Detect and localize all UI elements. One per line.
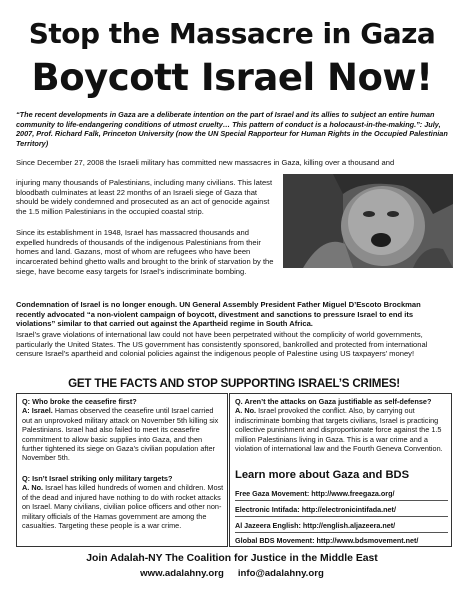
qa-box-left [16,393,228,547]
link-al-jazeera[interactable]: Al Jazeera English: http://english.aljazeera.net/ [235,521,448,533]
footer-email[interactable]: info@adalahny.org [237,568,324,579]
answer-label: A. No. [22,483,44,493]
footer-contact [0,568,464,579]
learn-more-title: Learn more about Gaza and BDS [235,469,410,481]
crying-child-photo [283,174,453,268]
question: Q. Aren’t the attacks on Gaza justifiable as self-defense? [235,397,432,406]
question: Q: Who broke the ceasefire first? [22,397,137,406]
question: Q: Isn’t Israel striking only military targets? [22,474,173,483]
qa-self-defense [235,397,448,453]
paragraph-2: Since its establishment in 1948, Israel has massacred thousands and expelled hundreds of thousands of the indigenous Palestinians from their homes and land. Gazans, most of whom are refugees who have been incarcerated behind ghetto walls and brought to the brink of starvation by the siege, have become easy targets for Israel’s indiscriminate bombing. [16,228,274,276]
link-free-gaza[interactable]: Free Gaza Movement: http://www.freegaza.org/ [235,489,448,501]
answer-text: Israel provoked the conflict. Also, by carrying out indiscriminate bombing that targets civilians, Israel is practicing collective punishment and disproportionate force against the 1.5 million Palestinians living in Gaza. This is a war crime and a violation of international law and the Fourth Geneva Convention. [235,406,443,454]
answer-text: Hamas observed the ceasefire until Israel carried out an unprovoked military attack on November 5th killing six Palestinians. Israel had also failed to meet its ceasefire commitment to allow basic supplies into Gaza, and then further tightened its siege on Gaza’s civilian population after November 5th. [22,406,219,463]
answer-text: Israel has killed hundreds of women and children. Most of the dead and injured have nothing to do with rocket attacks on Israel. Many civilians, civilian police officers and other non-military officials of the Hamas government are among the casualties. Targeting these people is a war crime. [22,483,224,531]
paragraph-3-condemnation: Condemnation of Israel is no longer enough. UN General Assembly President Father Miguel D’Escoto Brockman recently advocated “a non-violent campaign of boycott, divestment and sanctions to pressure Israel to end its violations” similar to that carried out against the Apartheid regime in South Africa. [16,300,421,329]
footer-join-line: Join Adalah-NY The Coalition for Justice in the Middle East [86,553,378,564]
falk-quote: “The recent developments in Gaza are a deliberate intention on the part of Israel and its allies to subject an entire human community to life-endangering conditions of utmost cruelty… This pattern of conduct is a holocaust-in-the-making.”: July, 2007, Prof. Richard Falk, Princeton University (now the UN Special Rapporteur for Human Rights in the Occupied Palestinian Territory) [16,110,448,148]
paragraph-1-top: Since December 27, 2008 the Israeli military has committed new massacres in Gaza, killing over a thousand and [16,158,395,167]
paragraph-1-rest: injuring many thousands of Palestinians, including many civilians. This latest bloodbath culminates at least 22 months of an Israeli siege of Gaza that should be widely condemned and prosecuted as an act of genocide against the 1.5 million Palestinians in the occupied coastal strip. [16,178,273,217]
answer-label: A. No. [235,406,257,416]
link-electronic-intifada[interactable]: Electronic Intifada: http://electronicintifada.net/ [235,505,448,517]
facts-heading: GET THE FACTS AND STOP SUPPORTING ISRAEL’S CRIMES! [68,377,400,390]
link-bds-movement[interactable]: Global BDS Movement: http://www.bdsmovement.net/ [235,536,419,545]
footer-website[interactable]: www.adalahny.org [140,568,224,579]
photo-graphic [283,174,453,268]
headline-line2: Boycott Israel Now! [31,56,433,99]
qa-box-right [229,393,452,547]
headline-line1: Stop the Massacre in Gaza [28,17,436,50]
answer-label: A: Israel. [22,406,53,416]
qa-military-targets [22,474,224,530]
paragraph-4-complicity: Israel’s grave violations of international law could not have been perpetrated without the complicity of world governments, particularly the United States. The US government has consistently sponsored, bankrolled and protected from international censure Israel’s apartheid and colonial policies against the indigenous people of Palestine using US taxpayers’ money! [16,330,428,359]
qa-ceasefire [22,397,224,463]
